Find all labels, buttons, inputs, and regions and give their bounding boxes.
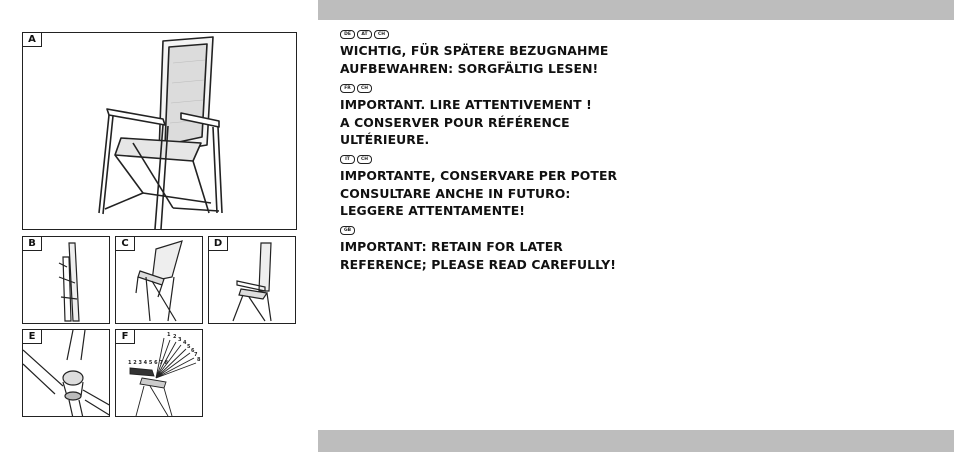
- figure-e: [22, 329, 110, 417]
- warning-line: A CONSERVER POUR RÉFÉRENCE: [340, 114, 570, 130]
- warning-text-fr: [340, 96, 640, 149]
- warning-text-de: [340, 42, 640, 77]
- figure-f-label: F: [116, 330, 135, 344]
- figure-c-label: C: [116, 237, 135, 251]
- country-badge: CH: [357, 84, 372, 93]
- figure-a: [22, 32, 297, 230]
- figure-b: [22, 236, 110, 324]
- warning-line: IMPORTANT. LIRE ATTENTIVEMENT !: [340, 97, 592, 112]
- warning-line: LEGGERE ATTENTAMENTE!: [340, 203, 526, 218]
- figure-d-label: D: [209, 237, 228, 251]
- warning-line: IMPORTANTE, CONSERVARE PER POTER: [340, 168, 618, 183]
- country-badge: CH: [374, 30, 389, 39]
- chair-illustration-a: [23, 33, 297, 230]
- warning-line: REFERENCE; PLEASE READ CAREFULLY!: [340, 256, 617, 272]
- notice-it: [340, 155, 640, 220]
- country-badges-gb: [340, 226, 640, 235]
- country-badge: IT: [340, 155, 355, 164]
- recline-scale-arc-3: 3: [178, 337, 182, 343]
- country-badges-it: [340, 155, 640, 164]
- figure-f: [115, 329, 203, 417]
- country-badge: DE: [340, 30, 355, 39]
- figure-d: [208, 236, 296, 324]
- recline-scale-arc-2: 2: [173, 334, 177, 340]
- warning-text-gb: [340, 238, 640, 273]
- figure-c: [115, 236, 203, 324]
- header-bar: [318, 0, 954, 20]
- recline-scale-arc-7: 7: [194, 352, 198, 358]
- figure-b-label: B: [23, 237, 42, 251]
- warning-line: IMPORTANT: RETAIN FOR LATER: [340, 239, 563, 254]
- recline-scale-arc-5: 5: [187, 344, 191, 350]
- recline-scale-horizontal: 1 2 3 4 5 6 7 8: [128, 360, 169, 366]
- warning-line: AUFBEWAHREN: SORGFÄLTIG LESEN!: [340, 60, 599, 76]
- country-badge: AT: [357, 30, 372, 39]
- recline-scale-arc-4: 4: [183, 340, 187, 346]
- country-badges-de: [340, 30, 640, 39]
- recline-scale-arc-6: 6: [191, 348, 195, 354]
- country-badge: CH: [357, 155, 372, 164]
- notice-gb: [340, 226, 640, 273]
- country-badge: GB: [340, 226, 355, 235]
- notice-de: [340, 30, 640, 77]
- figure-a-label: A: [23, 33, 42, 47]
- warning-line: ULTÉRIEURE.: [340, 132, 430, 147]
- recline-scale-arc-8: 8: [197, 357, 201, 363]
- warning-text-it: [340, 167, 640, 220]
- footer-bar: [318, 430, 954, 452]
- warning-line: WICHTIG, FÜR SPÄTERE BEZUGNAHME: [340, 43, 609, 58]
- country-badges-fr: [340, 84, 640, 93]
- recline-scale-arc-1: 1: [167, 332, 171, 338]
- figure-e-label: E: [23, 330, 42, 344]
- notice-fr: [340, 84, 640, 149]
- country-badge: FR: [340, 84, 355, 93]
- warning-line: CONSULTARE ANCHE IN FUTURO:: [340, 185, 571, 201]
